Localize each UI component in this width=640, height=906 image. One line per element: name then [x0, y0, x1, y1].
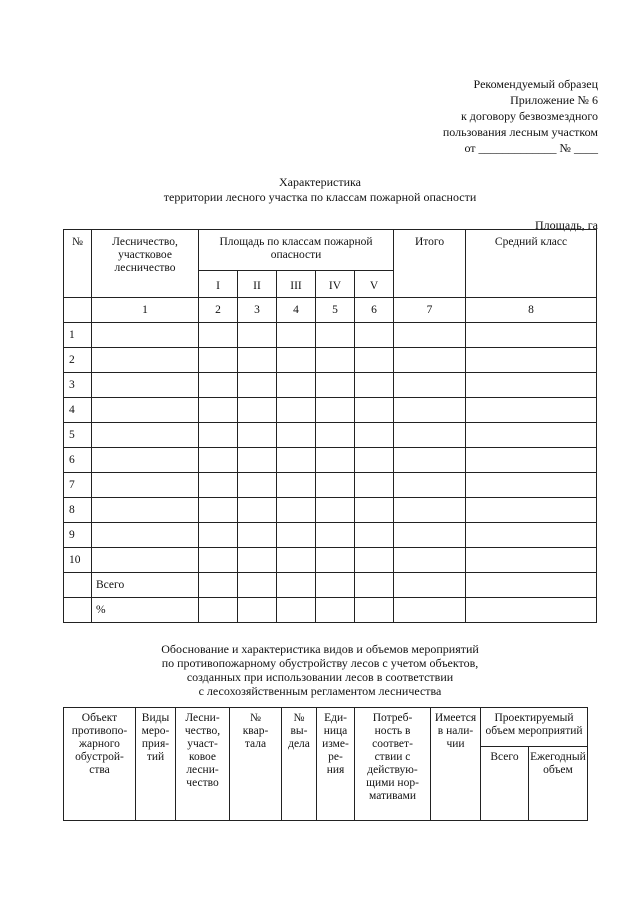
table-row: [64, 473, 597, 498]
table-cell[interactable]: [394, 498, 466, 523]
table-cell[interactable]: [92, 498, 199, 523]
title-line-2: территории лесного участка по классам пожарной опасности: [163, 190, 477, 204]
table-row: [64, 348, 597, 373]
table-cell[interactable]: [199, 348, 238, 373]
header-unit: Еди- ница изме- ре- ния: [317, 708, 355, 821]
class-header: IV: [316, 271, 355, 298]
table-cell[interactable]: [92, 323, 199, 348]
table-row: [64, 398, 597, 423]
header-planned-volume: Проектируемый объем мероприятий: [481, 708, 588, 747]
section-title-line-2: по противопожарному обустройству лесов с учетом объектов,: [161, 656, 479, 670]
table-cell[interactable]: [355, 573, 394, 598]
table-cell[interactable]: [277, 473, 316, 498]
table-row: [64, 548, 597, 573]
column-number: 1: [92, 298, 199, 323]
table-cell[interactable]: [394, 348, 466, 373]
column-number: [64, 298, 92, 323]
table-cell[interactable]: [355, 348, 394, 373]
table-cell[interactable]: [92, 448, 199, 473]
table-cell[interactable]: [92, 348, 199, 373]
row-number: 1: [64, 323, 92, 348]
column-number: 4: [277, 298, 316, 323]
table-row: [64, 448, 597, 473]
header-quarter-number: № квар- тала: [230, 708, 282, 821]
table-cell[interactable]: [355, 498, 394, 523]
header-area-by-class: Площадь по классам пожарной опасности: [199, 230, 394, 271]
table-cell[interactable]: [199, 498, 238, 523]
header-average-class: Средний класс: [466, 230, 597, 298]
table-cell[interactable]: [238, 573, 277, 598]
table-cell[interactable]: [316, 423, 355, 448]
row-number: 10: [64, 548, 92, 573]
table-cell[interactable]: [277, 398, 316, 423]
table-cell[interactable]: [92, 473, 199, 498]
table-cell[interactable]: [92, 398, 199, 423]
table-cell[interactable]: [199, 373, 238, 398]
table-cell[interactable]: [316, 448, 355, 473]
row-number: 5: [64, 423, 92, 448]
header-available: Имеется в нали- чии: [431, 708, 481, 821]
header-line-date-number: от _____________ № ____: [464, 141, 598, 155]
class-header: II: [238, 271, 277, 298]
table-cell[interactable]: [394, 473, 466, 498]
row-number: 7: [64, 473, 92, 498]
column-number: 8: [466, 298, 597, 323]
table-cell[interactable]: [466, 523, 597, 548]
table-cell: [64, 573, 92, 598]
table-cell[interactable]: [466, 323, 597, 348]
table-cell[interactable]: [238, 373, 277, 398]
table-cell[interactable]: [277, 573, 316, 598]
table-cell[interactable]: [238, 473, 277, 498]
table-row: [64, 373, 597, 398]
row-number: 6: [64, 448, 92, 473]
percent-label: %: [92, 598, 199, 623]
table-cell[interactable]: [316, 398, 355, 423]
table-cell[interactable]: [238, 423, 277, 448]
table-cell[interactable]: [316, 573, 355, 598]
table-cell[interactable]: [355, 398, 394, 423]
table-cell[interactable]: [238, 498, 277, 523]
table-cell[interactable]: [466, 448, 597, 473]
table-cell[interactable]: [394, 448, 466, 473]
header-number: №: [64, 230, 92, 298]
fire-hazard-table: [63, 229, 597, 623]
section-title-line-4: с лесохозяйственным регламентом лесничества: [198, 684, 442, 698]
table-row: [64, 323, 597, 348]
table-cell[interactable]: [394, 548, 466, 573]
header-planned-total: Всего: [481, 747, 529, 821]
header-forestry: Лесничество, участковое лесничество: [92, 230, 199, 298]
header-total: Итого: [394, 230, 466, 298]
table-cell[interactable]: [466, 598, 597, 623]
row-number: 3: [64, 373, 92, 398]
column-number: 6: [355, 298, 394, 323]
total-row: [64, 573, 597, 598]
table-cell[interactable]: [355, 523, 394, 548]
table-cell[interactable]: [355, 448, 394, 473]
header-line-usage: пользования лесным участком: [442, 125, 598, 139]
table-cell[interactable]: [394, 373, 466, 398]
table-cell[interactable]: [92, 423, 199, 448]
row-number: 2: [64, 348, 92, 373]
column-number: 2: [199, 298, 238, 323]
table-cell[interactable]: [238, 348, 277, 373]
table-cell[interactable]: [277, 498, 316, 523]
table-cell[interactable]: [238, 598, 277, 623]
table-cell[interactable]: [466, 573, 597, 598]
class-header: V: [355, 271, 394, 298]
row-number: 8: [64, 498, 92, 523]
header-line-appendix: Приложение № 6: [510, 93, 598, 107]
table-cell[interactable]: [316, 348, 355, 373]
column-number: 5: [316, 298, 355, 323]
area-unit-label: Площадь, га: [534, 218, 598, 232]
table-cell[interactable]: [355, 598, 394, 623]
section-2-title: [0, 642, 640, 698]
table-cell: [64, 598, 92, 623]
table-cell[interactable]: [355, 323, 394, 348]
table-row: [64, 523, 597, 548]
table-cell[interactable]: [394, 323, 466, 348]
title-line-1: Характеристика: [279, 175, 361, 189]
table-cell[interactable]: [277, 523, 316, 548]
table-cell[interactable]: [238, 398, 277, 423]
table-cell[interactable]: [199, 523, 238, 548]
table-cell[interactable]: [316, 498, 355, 523]
fire-prevention-measures-table: [63, 707, 588, 821]
table-cell[interactable]: [466, 348, 597, 373]
header-fire-object: Объект противопо- жарного обустрой- ства: [64, 708, 136, 821]
table-cell[interactable]: [199, 473, 238, 498]
header-forestry: Лесни- чество, участ- ковое лесни- чество: [176, 708, 230, 821]
table-cell[interactable]: [316, 473, 355, 498]
class-header: I: [199, 271, 238, 298]
total-label: Всего: [92, 573, 199, 598]
table-cell[interactable]: [199, 548, 238, 573]
table-cell[interactable]: [199, 448, 238, 473]
table-cell[interactable]: [394, 598, 466, 623]
table-cell[interactable]: [238, 548, 277, 573]
table-cell[interactable]: [466, 548, 597, 573]
table-cell[interactable]: [277, 348, 316, 373]
table-cell[interactable]: [355, 548, 394, 573]
table-cell[interactable]: [199, 598, 238, 623]
header-need: Потреб- ность в соответ- ствии с действую- щими нор- мативами: [355, 708, 431, 821]
table-cell[interactable]: [316, 523, 355, 548]
table-cell[interactable]: [394, 398, 466, 423]
table-cell[interactable]: [466, 498, 597, 523]
table-cell[interactable]: [199, 323, 238, 348]
table-cell[interactable]: [355, 373, 394, 398]
table-cell[interactable]: [394, 423, 466, 448]
table-cell[interactable]: [92, 548, 199, 573]
column-number: 7: [394, 298, 466, 323]
header-planned-annual: Ежегодный объем: [529, 747, 588, 821]
table-cell[interactable]: [316, 598, 355, 623]
header-measure-types: Виды меро- прия- тий: [136, 708, 176, 821]
table-cell[interactable]: [394, 573, 466, 598]
table-cell[interactable]: [466, 373, 597, 398]
section-title-line-3: созданных при использовании лесов в соответствии: [186, 670, 454, 684]
table-cell[interactable]: [394, 523, 466, 548]
column-number: 3: [238, 298, 277, 323]
header-section-number: № вы- дела: [282, 708, 317, 821]
row-number: 4: [64, 398, 92, 423]
table-cell[interactable]: [277, 323, 316, 348]
table-cell[interactable]: [466, 398, 597, 423]
header-line-sample: Рекомендуемый образец: [473, 77, 598, 91]
table-cell[interactable]: [92, 523, 199, 548]
table-cell[interactable]: [466, 473, 597, 498]
table-cell[interactable]: [277, 548, 316, 573]
table-cell[interactable]: [199, 398, 238, 423]
section-title-line-1: Обоснование и характеристика видов и объемов мероприятий: [161, 642, 479, 656]
table-cell[interactable]: [355, 473, 394, 498]
row-number: 9: [64, 523, 92, 548]
table-row: [64, 498, 597, 523]
table-cell[interactable]: [316, 373, 355, 398]
table-cell[interactable]: [199, 573, 238, 598]
table-cell[interactable]: [92, 373, 199, 398]
percent-row: [64, 598, 597, 623]
class-header: III: [277, 271, 316, 298]
table-cell[interactable]: [238, 323, 277, 348]
appendix-header: [358, 76, 598, 156]
table-row: [64, 423, 597, 448]
table-cell[interactable]: [355, 423, 394, 448]
table-cell[interactable]: [277, 598, 316, 623]
table-cell[interactable]: [316, 548, 355, 573]
table-cell[interactable]: [238, 448, 277, 473]
table-cell[interactable]: [277, 373, 316, 398]
header-line-contract: к договору безвозмездного: [460, 109, 598, 123]
table-cell[interactable]: [277, 448, 316, 473]
table-cell[interactable]: [466, 423, 597, 448]
table-cell[interactable]: [277, 423, 316, 448]
table-cell[interactable]: [199, 423, 238, 448]
table-cell[interactable]: [316, 323, 355, 348]
document-title: [0, 175, 640, 205]
table-cell[interactable]: [238, 523, 277, 548]
